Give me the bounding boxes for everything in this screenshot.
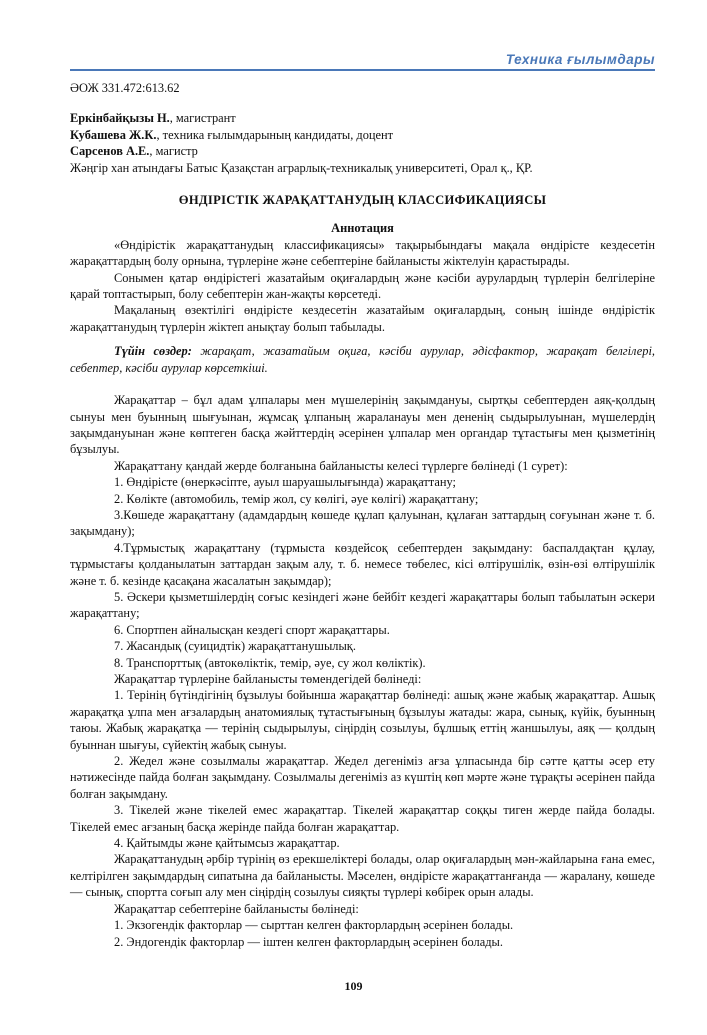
body-paragraph: Жарақаттар түрлеріне байланысты төмендегідей бөлінеді: [114,672,422,686]
body-list-item: 4. Қайтымды және қайтымсыз жарақаттар. [114,836,340,851]
author-role: , магистрант [169,111,236,126]
abstract-paragraph: «Өндірістік жарақаттанудың классификациясы» тақырыбындағы мақала өндірісте кездесетін жарақаттардың болу орнына, түрлеріне және себептеріне байланысты жіктелуін қарастырады. [70,237,655,269]
author-name: Еркінбайқызы Н. [70,111,170,126]
body-list-item: 6. Спортпен айналысқан кездегі спорт жарақаттары. [114,622,390,637]
abstract-heading: Аннотация [331,221,394,236]
affiliation: Жәңгір хан атындағы Батыс Қазақстан аграрлық-техникалық университеті, Орал қ., ҚР. [70,160,533,175]
article-body [70,392,655,950]
page-number: 109 [344,979,363,993]
abstract-paragraph: Мақаланың өзектілігі өндірісте кездесетін жазатайым оқиғалардың, соның ішінде өндірістік жарақаттанудың түрлерін жіктеп анықтау болып табылады. [70,303,655,334]
keywords-label: Түйін сөздер: [114,344,192,359]
body-list-item: 1. Өндірісте (өнеркәсіпте, ауыл шаруашылығында) жарақаттану; [114,475,456,490]
udc-code: ӘОЖ 331.472:613.62 [70,81,180,95]
body-list-item: 1. Терінің бүтіндігінің бұзылуы бойынша жарақаттар бөлінеді: ашық және жабық жарақаттар. Ашық жарақатқа ұлпа мен ағзалардың анатомиялық тұтастығының бұзылуы жатады: жара, сынық, күйік, буынның таюы. Жабық жарақатқа — терінің сыдырылуы, сіңірдің созылуы, бұлшық еттің жаншылуы, аяқ — қолдың буыннан шығуы, сүйектің жабық сынуы. [70,688,655,752]
running-header [70,52,655,72]
body-paragraph: Жарақаттанудың әрбір түрінің өз ерекшеліктері болады, олар оқиғалардың мән-жайларына ғана емес, келтірілген зақымдардың сипатына да байланысты. Мәселен, өндірісте жарақаттанғанда — жаралану, көшеде — сынық, спортта соғып алу мен сіңірдің созылуы сияқты түрлері көбірек орын алады. [70,852,655,900]
article-content [70,80,655,950]
body-list-item: 2. Көлікте (автомобиль, темір жол, су көлігі, әуе көлігі) жарақаттану; [114,491,479,506]
body-list-item: 3. Тікелей және тікелей емес жарақаттар. Тікелей жарақаттар соққы тиген жерде пайда болады. Тікелей емес ағзаның басқа жерінде пайда болған жарақаттар. [70,803,655,834]
author-line [70,110,655,126]
author-name: Сарсенов А.Е. [70,144,150,159]
body-list-item: 1. Экзогендік факторлар — сырттан келген факторлардың әсерінен болады. [114,918,514,933]
body-list-item: 2. Эндогендік факторлар — іштен келген факторлардың әсерінен болады. [114,934,503,949]
abstract-paragraph: Сонымен қатар өндірістегі жазатайым оқиғалардың және кәсіби аурулардың түрлерін белгілеріне қарай топтастырып, болу себептерін жан-жақты көрсетеді. [70,270,655,302]
author-role: , техника ғылымдарының кандидаты, доцент [156,127,394,142]
body-list-item: 3.Көшеде жарақаттану (адамдардың көшеде құлап қалуынан, құлаған заттардың соғуынан және т. б. зақымдану); [70,507,655,539]
author-role: , магистр [149,144,198,159]
body-list-item: 7. Жасандық (суицидтік) жарақаттанушылық. [114,639,356,654]
author-list [70,110,655,176]
section-title: Техника ғылымдары [505,52,655,67]
keywords [70,343,655,376]
article-title: ӨНДІРІСТІК ЖАРАҚАТТАНУДЫҢ КЛАССИФИКАЦИЯСЫ [178,193,547,208]
body-paragraph: Жарақаттар – бұл адам ұлпалары мен мүшелерінің зақымдануы, сыртқы себептерден аяқ-қолдың сынуы мен буынның шығуынан, жұмсақ ұлпаның жараланауы мен дененің сыдырылуынан, мүшелердің зақымдануынан және көптеген басқа жәйттердің әсерінен ұлпалар мен органдар тұтастығы мен қызметінің бұзылуы. [70,393,655,457]
body-list-item: 2. Жедел және созылмалы жарақаттар. Жедел дегеніміз ағза ұлпасында бір сәтте қатты әсер ету нәтижесінде пайда болған зақымдану. Созылмалы дегеніміз аз күштің көп мәрте және тұрақты әсерінен пайда болған зақымдану. [70,754,655,801]
body-paragraph: Жарақаттар себептеріне байланысты бөлінеді: [114,901,359,916]
keywords-text: жарақат, жазатайым оқиға, кәсіби аурулар, әдісфактор, жарақат белгілері, себептер, кәсіби аурулар көрсеткіші. [70,344,655,375]
body-list-item: 8. Транспорттық (автокөліктік, темір, әуе, су жол көліктік). [114,655,426,670]
author-line [70,127,655,143]
abstract-section [70,220,655,335]
body-list-item: 5. Әскери қызметшілердің соғыс кезіндегі және бейбіт кездегі жарақаттары болып табылатын әскери жарақаттану; [70,589,655,621]
body-paragraph: Жарақаттану қандай жерде болғанына байланысты келесі түрлерге бөлінеді (1 сурет): [114,458,568,473]
author-name: Кубашева Ж.К. [70,127,157,142]
author-line [70,143,655,159]
header-rule [70,69,655,71]
body-list-item: 4.Тұрмыстық жарақаттану (тұрмыста көздейсоқ себептерден зақымдану: баспалдақтан құлау, тұрмыстағы қолданылатын заттардан зақым алу, т. б. немесе төбелес, кісі өлтірушілік, өзін-өзі өлтірушілік және т. б. кезінде қасақана жасалатын зақымдар); [70,540,655,588]
